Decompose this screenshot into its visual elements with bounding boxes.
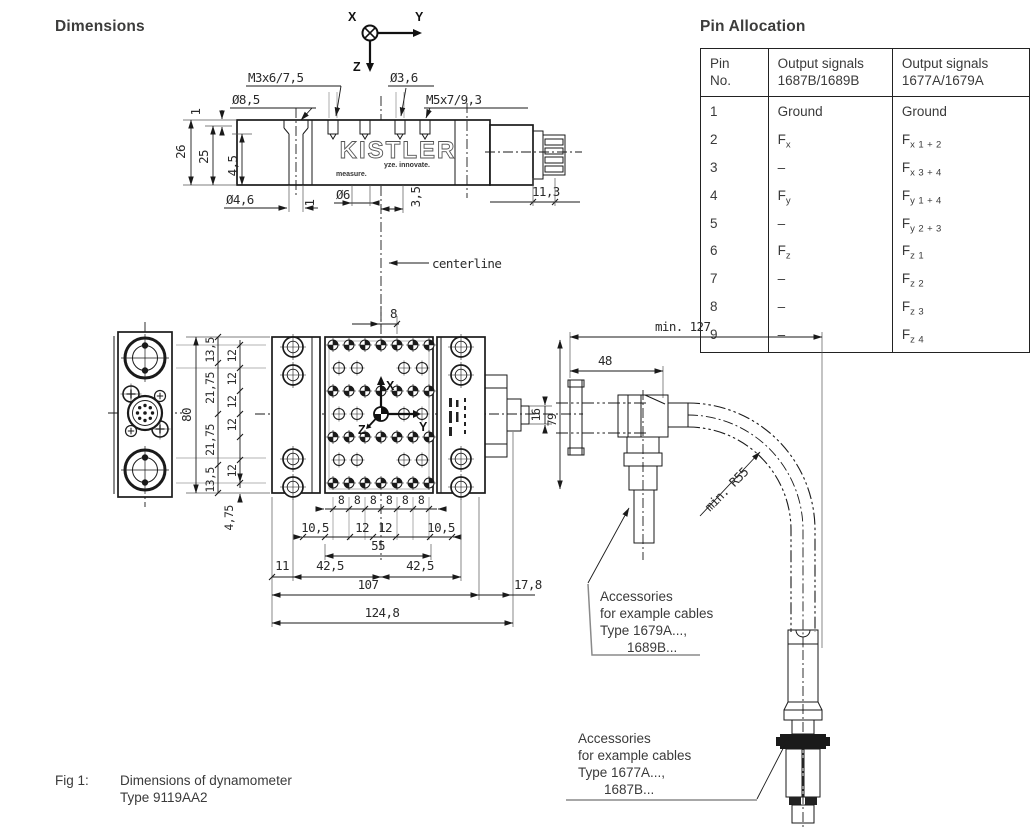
dim-178-label: 17,8: [514, 577, 542, 592]
dim-105-label: 10,5: [301, 520, 329, 535]
pin-row: 7 – $F_{z 2}$: [701, 268, 1030, 296]
dim-2175-label: 21,75: [203, 372, 217, 404]
axis-z-label: Z: [353, 60, 361, 74]
accessories2-line1: Accessories: [578, 731, 651, 746]
dim-48-label: 48: [598, 353, 612, 368]
dim-e8-label: 8: [337, 493, 345, 507]
dim-135-label: 13,5: [203, 337, 217, 363]
dimensions-title: Dimensions: [55, 18, 145, 35]
dim-35-label: 3,5: [408, 186, 423, 208]
dim-d6-label: Ø6: [336, 187, 350, 202]
dim-135-label: 13,5: [203, 467, 217, 493]
axis-y-label: Y: [415, 10, 424, 24]
dim-25-label: 25: [196, 150, 211, 164]
dim-1248-label: 124,8: [364, 605, 400, 620]
pin-row: 9 – $F_{z 4}$: [701, 324, 1030, 352]
accessories-callout-1677: [566, 731, 789, 800]
centerline-label: centerline: [432, 256, 502, 271]
plate-axis-z-label: Z: [358, 423, 366, 437]
axis-x-label: X: [348, 10, 357, 24]
dim-12-label: 12: [225, 464, 239, 478]
pin-row: 6 $F_z$ $F_{z 1}$: [701, 240, 1030, 268]
pin-row: 8 – $F_{z 3}$: [701, 296, 1030, 324]
dim-55-label: 55: [371, 538, 385, 553]
dim-d46-label: Ø4,6: [226, 192, 254, 207]
accessories1-line4: 1689B...: [627, 640, 678, 655]
side-view-drawing: [173, 70, 582, 330]
dim-113-label: 11,3: [532, 184, 560, 199]
figure-caption-line2: Type 9119AA2: [120, 790, 208, 805]
pin-row: 2 $F_x$ $F_{x 1 + 2}$: [701, 129, 1030, 157]
figure-caption-line1: Dimensions of dynamometer: [120, 773, 292, 788]
dim-12-label: 12: [225, 349, 239, 363]
dim-m3-label: M3x6/7,5: [248, 70, 304, 85]
dim-1-bottom-label: 1: [302, 199, 317, 207]
dim-12-label: 12: [225, 372, 239, 386]
figure-label: Fig 1:: [55, 773, 89, 788]
dim-min127-label: min. 127: [655, 319, 711, 334]
dim-e8-label: 8: [385, 493, 393, 507]
plate-axis-y-label: Y: [419, 420, 428, 434]
dim-e8-label: 8: [353, 493, 361, 507]
dim-e8-label: 8: [369, 493, 377, 507]
logo-tagline-left: measure.: [336, 171, 367, 178]
output-signals-1687b-header: Output signals 1687B/1689B: [768, 49, 892, 97]
accessories1-line1: Accessories: [600, 589, 673, 604]
dim-26-label: 26: [173, 145, 188, 159]
dim-12-label: 12: [225, 418, 239, 432]
output-signals-1677a-header: Output signals 1677A/1679A: [892, 49, 1029, 97]
pin-row: 1 Ground Ground: [701, 97, 1030, 129]
dim-16-label: 16: [529, 408, 543, 422]
dim-8-top-label: 8: [390, 306, 397, 321]
dim-2175-label: 21,75: [203, 424, 217, 456]
dim-12-label: 12: [225, 395, 239, 409]
accessories2-line2: for example cables: [578, 748, 692, 763]
top-view-drawing: [179, 306, 822, 648]
dim-m5-label: M5x7/9,3: [426, 92, 482, 107]
coordinate-system-icon: [348, 10, 424, 74]
dim-11-label: 11: [275, 558, 289, 573]
dim-1-top-label: 1: [188, 108, 203, 116]
pin-row: 4 $F_y$ $F_{y 1 + 4}$: [701, 185, 1030, 213]
pin-row: 3 – $F_{x 3 + 4}$: [701, 157, 1030, 185]
dim-r55-label: min. R55: [701, 464, 752, 515]
pin-row: 5 – $F_{y 2 + 3}$: [701, 213, 1030, 241]
dim-425-label: 42,5: [316, 558, 344, 573]
pin-allocation-title: Pin Allocation: [700, 18, 806, 35]
accessories2-line3: Type 1677A...,: [578, 765, 666, 780]
dim-d36-label: Ø3,6: [390, 70, 418, 85]
pin-no-header: Pin No.: [701, 49, 769, 97]
plate-axis-x-label: X: [386, 379, 395, 393]
logo-tagline-right: yze. innovate.: [384, 162, 430, 169]
cable-straight-connector-drawing: [776, 630, 830, 828]
accessories1-line3: Type 1679A...,: [600, 623, 688, 638]
dim-80-label: 80: [179, 408, 194, 422]
dim-475-label: 4,75: [222, 505, 236, 531]
dim-d85-label: Ø8,5: [232, 92, 260, 107]
dim-e8-label: 8: [417, 493, 425, 507]
accessories1-line2: for example cables: [600, 606, 714, 621]
dim-12b-label: 12: [355, 520, 369, 535]
accessories-callout-1679: [588, 508, 714, 655]
dim-425-label: 42,5: [406, 558, 434, 573]
dim-e8-label: 8: [401, 493, 409, 507]
accessories2-line4: 1687B...: [604, 782, 655, 797]
dim-79-label: 79: [545, 413, 559, 427]
dim-45-label: 4,5: [225, 155, 240, 177]
dim-105-label: 10,5: [427, 520, 455, 535]
panel-connector-socket: [128, 396, 162, 430]
dim-107-label: 107: [357, 577, 379, 592]
kistler-logo: KISTLER: [339, 137, 457, 164]
dim-12b-label: 12: [378, 520, 392, 535]
